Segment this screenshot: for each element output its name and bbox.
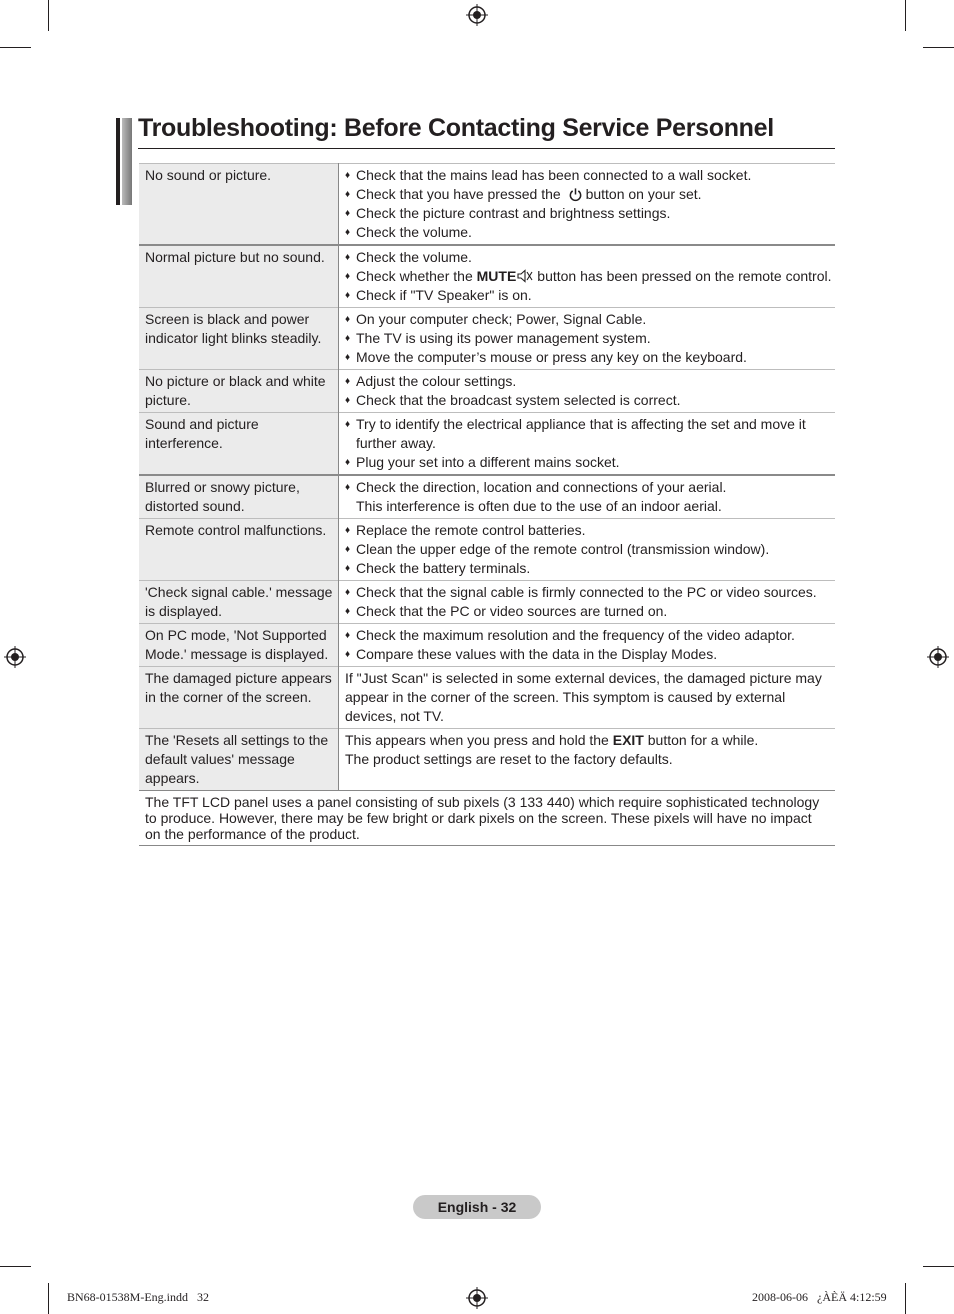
solution-item: ♦ Try to identify the electrical appliance that is affecting the set and move it further away. [345, 416, 806, 451]
page-title: Troubleshooting: Before Contacting Service Personnel [138, 114, 774, 142]
problem-cell: The damaged picture appears in the corner of the screen. [139, 667, 339, 729]
solution-cell [339, 519, 836, 581]
problem-cell: 'Check signal cable.' message is displayed. [139, 581, 339, 624]
crop-mark [0, 1266, 31, 1267]
solution-item: ♦ Check the picture contrast and brightness settings. [345, 205, 671, 221]
table-row [139, 308, 835, 370]
table-row [139, 519, 835, 581]
table-row [139, 370, 835, 413]
solution-item: ♦ Check that the signal cable is firmly connected to the PC or video sources. [345, 584, 817, 600]
solution-item: ♦ Check if "TV Speaker" is on. [345, 287, 532, 303]
solution-item: ♦ Check the maximum resolution and the frequency of the video adaptor. [345, 627, 795, 643]
solution-item: ♦ Clean the upper edge of the remote control (transmission window). [345, 541, 770, 557]
table-row [139, 164, 835, 246]
solution-item: ♦ Adjust the colour settings. [345, 373, 517, 389]
table-row [139, 667, 835, 729]
title-accent-bar [122, 118, 132, 205]
solution-item: ♦ Plug your set into a different mains socket. [345, 454, 620, 470]
solution-item: ♦ Check that you have pressed the button on your set. [345, 186, 702, 202]
table-row [139, 581, 835, 624]
registration-mark-icon [466, 4, 488, 26]
solution-cell [339, 729, 836, 791]
solution-item: ♦ Check the volume. [345, 224, 472, 240]
problem-cell: Normal picture but no sound. [139, 245, 339, 308]
solution-item: ♦ Compare these values with the data in the Display Modes. [345, 646, 718, 662]
solution-cell [339, 245, 836, 308]
solution-item: ♦ Check the battery terminals. [345, 560, 531, 576]
solution-item: ♦ Check that the PC or video sources are turned on. [345, 603, 668, 619]
solution-item: The product settings are reset to the factory defaults. [345, 751, 673, 767]
solution-item: ♦ On your computer check; Power, Signal Cable. [345, 311, 647, 327]
table-row [139, 729, 835, 791]
solution-item: ♦ Check the direction, location and connections of your aerial. [345, 479, 727, 495]
problem-cell: The 'Resets all settings to the default values' message appears. [139, 729, 339, 791]
solution-cell [339, 164, 836, 246]
solution-cell [339, 413, 836, 476]
crop-mark [905, 1283, 906, 1314]
note-text: The TFT LCD panel uses a panel consisting of sub pixels (3 133 440) which require sophisticated technology to produce. However, there may be few bright or dark pixels on the screen. These pixels will have no impact on the performance of the product. [139, 791, 835, 846]
problem-cell: Sound and picture interference. [139, 413, 339, 476]
mute-icon [517, 269, 533, 283]
problem-cell: Blurred or snowy picture, distorted sound. [139, 475, 339, 519]
footer-file-name: BN68-01538M-Eng.indd 32 [67, 1290, 209, 1304]
solution-item: This interference is often due to the use of an indoor aerial. [356, 498, 722, 514]
solution-item: ♦ Move the computer’s mouse or press any key on the keyboard. [345, 349, 747, 365]
page-number-badge: English - 32 [413, 1195, 541, 1219]
title-rule [138, 148, 835, 149]
solution-item: ♦ Check that the broadcast system selected is correct. [345, 392, 681, 408]
power-icon [568, 187, 583, 202]
solution-item: ♦ Check the volume. [345, 249, 472, 265]
solution-cell [339, 581, 836, 624]
solution-item: ♦ Check that the mains lead has been connected to a wall socket. [345, 167, 752, 183]
problem-cell: No picture or black and white picture. [139, 370, 339, 413]
problem-cell: On PC mode, 'Not Supported Mode.' message is displayed. [139, 624, 339, 667]
registration-mark-icon [927, 646, 949, 668]
problem-cell: Screen is black and power indicator light blinks steadily. [139, 308, 339, 370]
crop-mark [48, 1283, 49, 1314]
crop-mark [0, 47, 31, 48]
solution-cell [339, 475, 836, 519]
solution-item: ♦ The TV is using its power management system. [345, 330, 651, 346]
footer-timestamp: 2008-06-06 ¿ÀÈÄ 4:12:59 [752, 1290, 887, 1304]
table-row [139, 245, 835, 308]
crop-mark [923, 47, 954, 48]
solution-item: This appears when you press and hold the EXIT button for a while. [345, 732, 759, 748]
table-row [139, 475, 835, 519]
solution-cell [339, 308, 836, 370]
problem-cell: No sound or picture. [139, 164, 339, 246]
solution-cell [339, 624, 836, 667]
crop-mark [48, 0, 49, 31]
crop-mark [905, 0, 906, 31]
title-accent-bar [116, 118, 120, 205]
solution-item: If "Just Scan" is selected in some external devices, the damaged picture may appear in the corner of the screen. This symptom is caused by external devices, not TV. [345, 670, 822, 724]
note-row [139, 791, 835, 846]
troubleshooting-table [139, 163, 835, 846]
solution-item: ♦ Replace the remote control batteries. [345, 522, 586, 538]
solution-cell [339, 370, 836, 413]
solution-item: ♦ Check whether the MUTE button has been pressed on the remote control. [345, 268, 832, 284]
table-row [139, 624, 835, 667]
registration-mark-icon [4, 646, 26, 668]
registration-mark-icon [466, 1287, 488, 1309]
crop-mark [923, 1266, 954, 1267]
table-row [139, 413, 835, 476]
solution-cell [339, 667, 836, 729]
problem-cell: Remote control malfunctions. [139, 519, 339, 581]
